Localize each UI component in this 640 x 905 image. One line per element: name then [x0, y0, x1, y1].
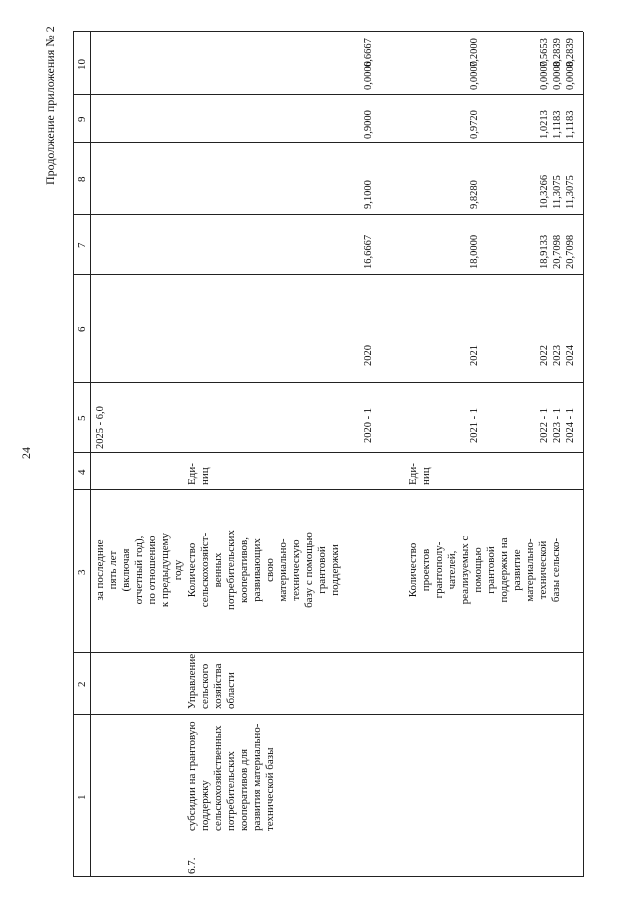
text-line: за последние — [94, 539, 106, 601]
text-line: ниц — [199, 467, 211, 485]
text-line: Количество — [407, 542, 419, 598]
text-line: пять лет — [107, 550, 119, 590]
indicator-1-unit — [186, 463, 212, 485]
regional-amount: 1,0213 — [539, 110, 550, 139]
text-line: отчетный год), — [133, 535, 145, 605]
text-line: грантополу- — [433, 541, 445, 599]
col-border — [73, 94, 583, 95]
text-line: поддержки на — [498, 537, 510, 603]
period-value: 2023 - 1 — [552, 408, 563, 443]
text-line: Еди- — [186, 463, 198, 485]
text-line: венных — [212, 552, 224, 588]
text-line: базы сельско- — [550, 537, 562, 603]
column-number: 10 — [76, 59, 88, 70]
local-amount: 0,0000 — [552, 61, 563, 90]
column-number: 4 — [76, 469, 88, 475]
text-line: развитие — [511, 549, 523, 591]
regional-amount: 0,9720 — [469, 110, 480, 139]
column-number: 2 — [76, 681, 88, 687]
local-amount: 0,0000 — [565, 61, 576, 90]
prev-row-indicator-text — [94, 495, 185, 645]
col-border — [73, 31, 583, 32]
text-line: субсидии на грантовую — [186, 721, 198, 831]
text-line: технической — [537, 540, 549, 600]
column-number-row-divider — [90, 32, 91, 877]
total-amount: 18,0000 — [469, 234, 480, 269]
other-amount: 8,2839 — [565, 38, 576, 67]
indicator-2-name — [407, 495, 563, 645]
table-top-border — [73, 32, 74, 877]
year-value: 2020 — [363, 345, 374, 366]
federal-amount: 11,3075 — [552, 175, 563, 209]
period-value: 2020 - 1 — [363, 408, 374, 443]
text-line: году — [172, 559, 184, 581]
total-amount: 16,6667 — [363, 234, 374, 269]
text-line: грантовой — [316, 546, 328, 594]
text-line: по отношению — [146, 535, 158, 605]
text-line: Количество — [186, 542, 198, 598]
period-value: 2024 - 1 — [565, 408, 576, 443]
total-amount: 20,7098 — [565, 234, 576, 269]
column-number: 9 — [76, 116, 88, 122]
text-line: грантовой — [485, 546, 497, 594]
text-line: Еди- — [407, 463, 419, 485]
col-border — [73, 452, 583, 453]
text-line: материально- — [524, 538, 536, 602]
text-line: хозяйства — [212, 663, 224, 709]
continuation-label: Продолжение приложения № 2 — [43, 26, 57, 185]
other-amount: 6,6667 — [363, 38, 374, 67]
column-number: 7 — [76, 242, 88, 248]
col-border — [73, 142, 583, 143]
row-number: 6.7. — [186, 857, 198, 874]
column-number: 1 — [76, 794, 88, 800]
federal-amount: 10,3266 — [539, 174, 550, 209]
col-border — [73, 274, 583, 275]
text-line: потребительских — [225, 530, 237, 610]
year-value: 2024 — [565, 345, 576, 366]
text-line: помощью — [472, 547, 484, 593]
prev-row-value: 2025 - 6,0 — [95, 406, 106, 449]
col-border — [73, 382, 583, 383]
text-line: свою — [264, 558, 276, 582]
total-amount: 20,7098 — [552, 234, 563, 269]
text-line: реализуемых с — [459, 535, 471, 605]
text-line: развивающих — [251, 538, 263, 602]
col-border — [73, 876, 583, 877]
regional-amount: 1,1183 — [565, 110, 576, 139]
col-border — [73, 652, 583, 653]
regional-amount: 1,1183 — [552, 110, 563, 139]
text-line: сельского — [199, 663, 211, 709]
text-line: ниц — [420, 467, 432, 485]
text-line: проектов — [420, 548, 432, 592]
text-line: чателей, — [446, 550, 458, 590]
year-value: 2023 — [552, 345, 563, 366]
total-amount: 18,9133 — [539, 234, 550, 269]
column-number: 5 — [76, 415, 88, 421]
period-value: 2022 - 1 — [539, 408, 550, 443]
page-number: 24 — [19, 447, 33, 459]
table-bottom-border — [583, 32, 584, 877]
local-amount: 0,0000 — [363, 61, 374, 90]
text-line: техническую — [290, 539, 302, 601]
other-amount: 7,2000 — [469, 38, 480, 67]
local-amount: 0,0000 — [469, 61, 480, 90]
year-value: 2021 — [469, 345, 480, 366]
text-line: (включая — [120, 548, 132, 592]
text-line: развития материально- — [251, 723, 263, 831]
text-line: потребительских — [225, 751, 237, 831]
text-line: поддержку — [199, 780, 211, 831]
text-line: Управление — [186, 653, 198, 709]
regional-amount: 0,9000 — [363, 110, 374, 139]
text-line: области — [225, 672, 237, 709]
text-line: сельскохозяйст- — [199, 532, 211, 608]
column-number: 6 — [76, 326, 88, 332]
other-amount: 7,5653 — [539, 38, 550, 67]
indicator-1-name — [186, 495, 342, 645]
col-border — [73, 714, 583, 715]
text-line: материально- — [277, 538, 289, 602]
text-line: технической базы — [264, 747, 276, 831]
col-border — [73, 489, 583, 490]
text-line: к предыдущему — [159, 532, 171, 608]
text-line: поддержки — [329, 544, 341, 596]
federal-amount: 9,8280 — [469, 180, 480, 209]
responsible-executor — [186, 654, 238, 709]
text-line: базу с помощью — [303, 532, 315, 608]
period-value: 2021 - 1 — [469, 408, 480, 443]
other-amount: 8,2839 — [552, 38, 563, 67]
local-amount: 0,0000 — [539, 61, 550, 90]
year-value: 2022 — [539, 345, 550, 366]
federal-amount: 9,1000 — [363, 180, 374, 209]
column-number: 3 — [76, 569, 88, 575]
text-line: кооперативов, — [238, 537, 250, 603]
text-line: сельскохозяйственных — [212, 725, 224, 831]
text-line: кооперативов для — [238, 748, 250, 831]
federal-amount: 11,3075 — [565, 175, 576, 209]
indicator-2-unit — [407, 463, 433, 485]
column-number: 8 — [76, 176, 88, 182]
col-border — [73, 214, 583, 215]
measure-description — [186, 721, 277, 831]
